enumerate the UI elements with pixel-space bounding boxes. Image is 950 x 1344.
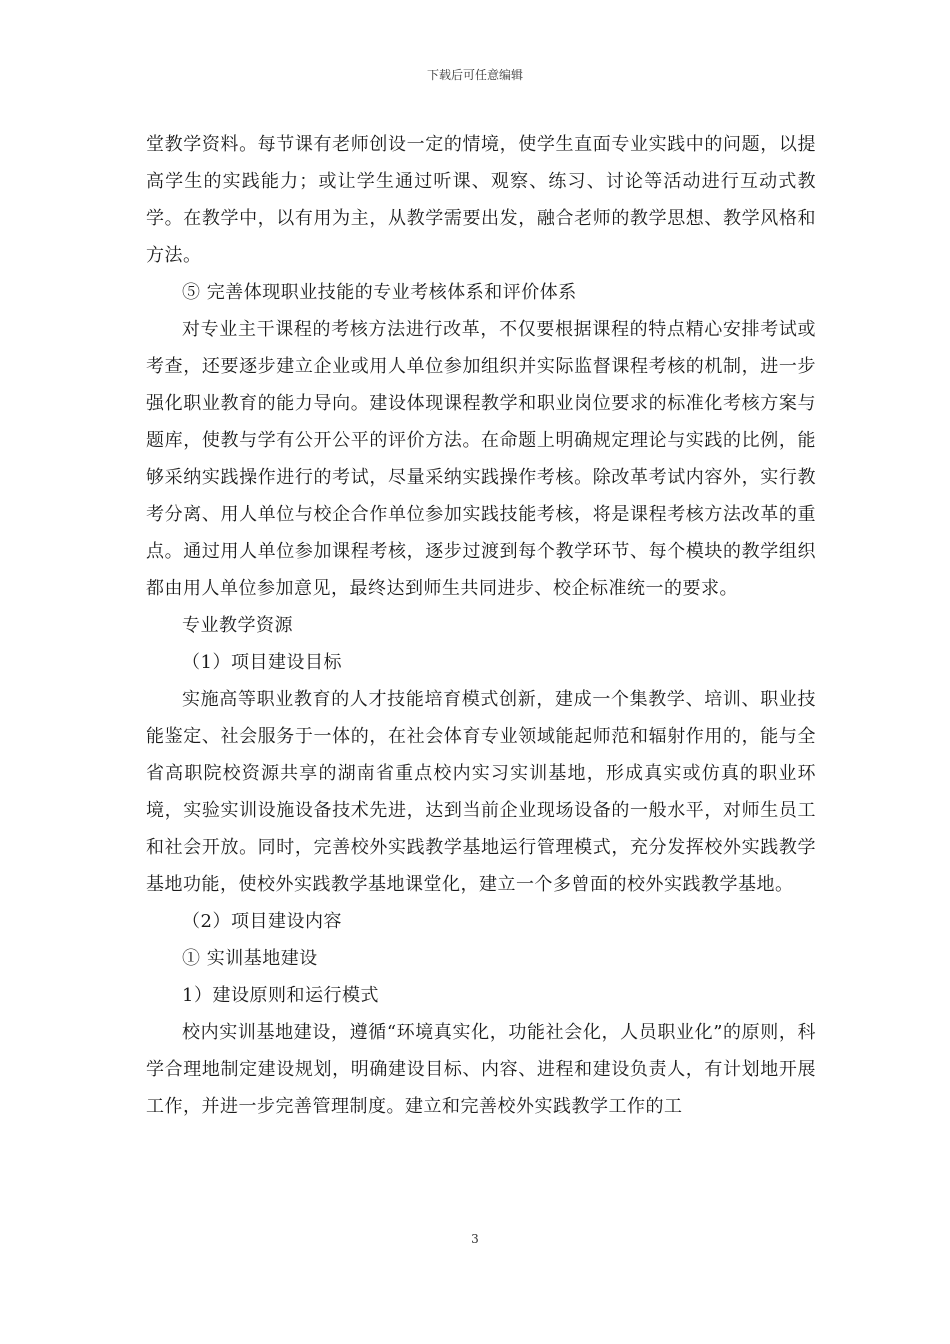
section-heading: ① 实训基地建设 xyxy=(182,948,318,969)
section-heading: ⑤ 完善体现职业技能的专业考核体系和评价体系 xyxy=(182,282,577,303)
paragraph: 堂教学资料。每节课有老师创设一定的情境，使学生直面专业实践中的问题，以提高学生的实践能力；或让学生通过听课、观察、练习、讨论等活动进行互动式教学。在教学中，以有用为主，从教学需要出发，融合老师的教学思想、教学风格和方法。 xyxy=(146,134,816,266)
document-body xyxy=(146,126,816,1125)
paragraph: 对专业主干课程的考核方法进行改革，不仅要根据课程的特点精心安排考试或考查，还要逐步建立企业或用人单位参加组织并实际监督课程考核的机制，进一步强化职业教育的能力导向。建设体现课程教学和职业岗位要求的标准化考核方案与题库，使教与学有公开公平的评价方法。在命题上明确规定理论与实践的比例，能够采纳实践操作进行的考试，尽量采纳实践操作考核。除改革考试内容外，实行教考分离、用人单位与校企合作单位参加实践技能考核，将是课程考核方法改革的重点。通过用人单位参加课程考核，逐步过渡到每个教学环节、每个模块的教学组织都由用人单位参加意见，最终达到师生共同进步、校企标准统一的要求。 xyxy=(146,319,816,599)
paragraph: 实施高等职业教育的人才技能培育模式创新，建成一个集教学、培训、职业技能鉴定、社会服务于一体的，在社会体育专业领域能起师范和辐射作用的，能与全省高职院校资源共享的湖南省重点校内实习实训基地，形成真实或仿真的职业环境，实验实训设施设备技术先进，达到当前企业现场设备的一般水平，对师生员工和社会开放。同时，完善校外实践教学基地运行管理模式，充分发挥校外实践教学基地功能，使校外实践教学基地课堂化，建立一个多曾面的校外实践教学基地。 xyxy=(146,689,816,895)
section-heading: （2）项目建设内容 xyxy=(182,911,342,932)
section-heading: 专业教学资源 xyxy=(182,615,293,636)
section-heading: 1）建设原则和运行模式 xyxy=(182,985,379,1006)
page-header-note: 下载后可任意编辑 xyxy=(426,68,523,82)
section-heading: （1）项目建设目标 xyxy=(182,652,342,673)
page-number: 3 xyxy=(471,1232,479,1246)
paragraph: 校内实训基地建设，遵循“环境真实化，功能社会化，人员职业化”的原则，科学合理地制定建设规划，明确建设目标、内容、进程和建设负责人，有计划地开展工作，并进一步完善管理制度。建立和完善校外实践教学工作的工 xyxy=(146,1022,816,1117)
